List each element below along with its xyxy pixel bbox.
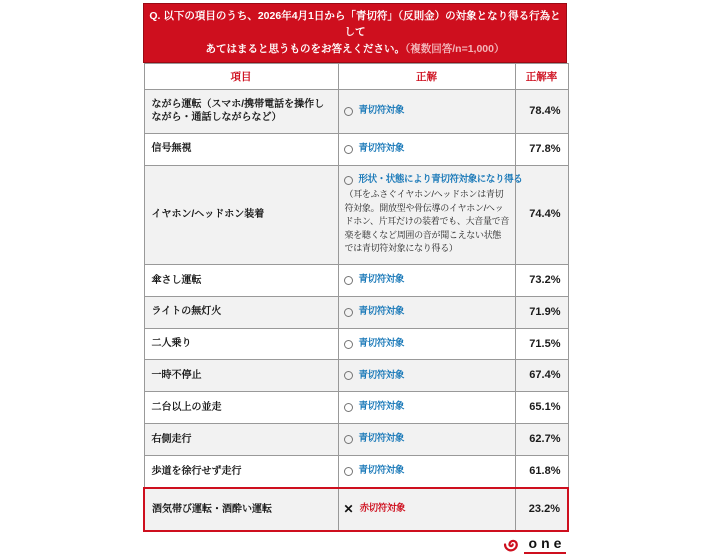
question-line2-main: あてはまると思うものをお答えください。	[205, 42, 405, 55]
row-correct-answer	[338, 264, 515, 296]
table-row	[144, 360, 568, 392]
cross-mark-icon: ✕	[343, 502, 354, 517]
row-item-label: 傘さし運転	[144, 264, 338, 296]
answer-text: 青切符対象	[358, 337, 405, 349]
circle-mark-icon	[344, 340, 353, 349]
row-correct-rate: 77.8%	[515, 133, 568, 165]
circle-mark-icon	[344, 308, 353, 317]
table-row	[144, 296, 568, 328]
circle-mark-icon	[344, 435, 353, 444]
row-item-label: 信号無視	[144, 133, 338, 165]
logo-text-wrap	[524, 536, 566, 554]
footer-logo-row	[143, 532, 567, 554]
answer-text: 青切符対象	[358, 104, 405, 116]
results-table-body	[144, 89, 568, 530]
row-item-label: 歩道を徐行せず走行	[144, 456, 338, 488]
table-header-row	[144, 63, 568, 89]
col-header-item: 項目	[144, 63, 338, 89]
answer-text: 青切符対象	[358, 401, 405, 413]
table-row	[144, 133, 568, 165]
row-correct-rate: 78.4%	[515, 89, 568, 133]
row-item-label: ライトの無灯火	[144, 296, 338, 328]
row-correct-answer	[338, 165, 523, 264]
row-item-label: 一時不停止	[144, 360, 338, 392]
table-row	[144, 264, 568, 296]
table-row	[144, 392, 568, 424]
answer-note: （耳をふさぐイヤホン/ヘッドホンは青切符対象。開放型や骨伝導のイヤホン/ヘッドホン、片耳だけの装着でも、大音量で音楽を聴くなど周囲の音が聞こえない状態では青切符対象になり得る）	[344, 189, 510, 254]
circle-mark-icon	[344, 107, 353, 116]
circle-mark-icon	[344, 176, 353, 185]
table-row	[144, 328, 568, 360]
answer-text: 青切符対象	[358, 142, 405, 154]
answer-text: 青切符対象	[358, 305, 405, 317]
table-row	[144, 89, 568, 133]
row-correct-rate: 62.7%	[515, 424, 568, 456]
row-correct-answer	[338, 133, 515, 165]
table-row	[144, 488, 568, 531]
row-item-label: 右側走行	[144, 424, 338, 456]
row-item-label: イヤホン/ヘッドホン装着	[144, 165, 338, 264]
content-area	[143, 0, 567, 554]
row-correct-rate: 23.2%	[515, 488, 568, 531]
row-item-label: 二人乗り	[144, 328, 338, 360]
one-logo	[503, 536, 566, 554]
col-header-answer: 正解	[338, 63, 515, 89]
row-correct-answer	[338, 296, 515, 328]
table-row	[144, 456, 568, 488]
results-table	[143, 63, 569, 532]
circle-mark-icon	[344, 371, 353, 380]
answer-text: 青切符対象	[358, 273, 405, 285]
row-item-label: 酒気帯び運転・酒酔い運転	[144, 488, 338, 531]
spiral-logo-icon	[503, 536, 520, 553]
one-logo-text: one	[528, 534, 566, 551]
question-sample-note: （複数回答/n=1,000）	[405, 42, 505, 55]
circle-mark-icon	[344, 403, 353, 412]
answer-text: 青切符対象	[358, 465, 405, 477]
answer-text: 形状・状態により青切符対象になり得る	[358, 173, 523, 185]
row-correct-rate: 61.8%	[515, 456, 568, 488]
table-row	[144, 165, 568, 264]
question-line2	[147, 41, 563, 57]
logo-tagline-bar	[524, 552, 566, 554]
row-correct-answer	[338, 328, 515, 360]
row-correct-rate: 74.4%	[515, 165, 568, 264]
row-correct-rate: 71.5%	[515, 328, 568, 360]
question-line1: Q. 以下の項目のうち、2026年4月1日から「青切符」（反則金）の対象となり得る行為として	[149, 10, 561, 39]
row-correct-answer	[338, 424, 515, 456]
row-correct-rate: 73.2%	[515, 264, 568, 296]
circle-mark-icon	[344, 276, 353, 285]
row-correct-answer	[338, 392, 515, 424]
answer-text: 青切符対象	[358, 433, 405, 445]
circle-mark-icon	[344, 467, 353, 476]
circle-mark-icon	[344, 145, 353, 154]
row-correct-rate: 71.9%	[515, 296, 568, 328]
row-item-label: ながら運転（スマホ/携帯電話を操作しながら・通話しながらなど）	[144, 89, 338, 133]
row-item-label: 二台以上の並走	[144, 392, 338, 424]
answer-text: 青切符対象	[358, 369, 405, 381]
row-correct-answer	[338, 360, 515, 392]
question-banner	[143, 3, 567, 63]
row-correct-rate: 67.4%	[515, 360, 568, 392]
row-correct-answer	[338, 89, 515, 133]
col-header-rate: 正解率	[515, 63, 568, 89]
table-row	[144, 424, 568, 456]
row-correct-answer	[338, 488, 515, 531]
row-correct-rate: 65.1%	[515, 392, 568, 424]
answer-text: 赤切符対象	[359, 502, 406, 514]
row-correct-answer	[338, 456, 515, 488]
